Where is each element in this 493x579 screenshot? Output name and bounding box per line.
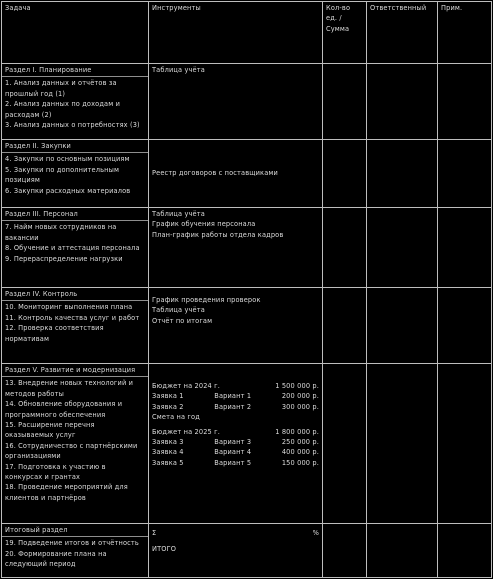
amount-cell [323, 64, 367, 140]
task-item: 19. Подведение итогов и отчётность [5, 539, 139, 548]
notes-cell [438, 208, 492, 288]
tools-cell [149, 364, 323, 524]
task-item: 17. Подготовка к участию в конкурсах и грантах [5, 462, 106, 482]
responsible-cell [367, 208, 438, 288]
percent-symbol: % [312, 529, 319, 537]
request-value: 250 000 р. [281, 438, 319, 447]
sum-symbol: Σ [152, 529, 157, 537]
task-item: 5. Закупки по дополнительным позициям [5, 165, 120, 185]
task-item: 4. Закупки по основным позициям [5, 155, 130, 164]
request-variant: Вариант 2 [214, 402, 252, 411]
request-line [152, 447, 319, 457]
section-title: Итоговый раздел [2, 525, 148, 537]
tool-item: План-график работы отдела кадров [152, 230, 284, 239]
task-cell [2, 364, 149, 524]
task-cell [2, 64, 149, 140]
notes-cell [438, 524, 492, 578]
plan-table [1, 1, 492, 578]
task-cell [2, 140, 149, 208]
header-task: Задача [2, 2, 149, 64]
task-item: 14. Обновление оборудования и программного обеспечения [5, 400, 123, 419]
task-item: 18. Проведение мероприятий для клиентов и партнёров [5, 483, 128, 502]
tools-cell [149, 64, 323, 140]
budget-value: 1 500 000 р. [275, 382, 319, 390]
request-variant: Вариант 4 [214, 448, 252, 457]
task-item: 2. Анализ данных по доходам и расходам (2) [5, 100, 121, 119]
request-label: Заявка 1 [152, 392, 184, 401]
amount-cell [323, 140, 367, 208]
section-title: Раздел II. Закупки [2, 141, 148, 153]
task-item: 6. Закупки расходных материалов [5, 186, 131, 195]
header-responsible: Ответственный [367, 2, 438, 64]
total-line [152, 528, 319, 538]
tool-item: График проведения проверок [152, 296, 261, 304]
budget-label: Бюджет на 2025 г. [152, 427, 221, 436]
request-variant: Вариант 1 [214, 392, 252, 401]
section-title: Раздел IV. Контроль [2, 289, 148, 301]
request-variant: Вариант 5 [214, 458, 252, 467]
notes-cell [438, 364, 492, 524]
tools-cell [149, 208, 323, 288]
budget-label: Бюджет на 2024 г. [152, 382, 221, 390]
task-cell [2, 524, 149, 578]
table-row [2, 524, 492, 578]
budget-line [152, 381, 319, 391]
tools-cell [149, 288, 323, 364]
amount-cell [323, 524, 367, 578]
task-item: 13. Внедрение новых технологий и методов работы [5, 379, 134, 398]
tool-item: Таблица учёта [152, 306, 205, 315]
section-title: Раздел I. Планирование [2, 65, 148, 77]
section-title: Раздел III. Персонал [2, 209, 148, 221]
budget-value: 1 800 000 р. [275, 427, 319, 436]
task-item: 9. Перераспределение нагрузки [5, 254, 123, 263]
estimate-label: Смета на год [152, 413, 200, 422]
section-title: Раздел V. Развитие и модернизация [2, 365, 148, 377]
responsible-cell [367, 140, 438, 208]
task-cell [2, 208, 149, 288]
task-item: 10. Мониторинг выполнения плана [5, 303, 133, 312]
amount-cell [323, 364, 367, 524]
task-item: 3. Анализ данных о потребностях (3) [5, 121, 140, 130]
request-label: Заявка 3 [152, 438, 184, 447]
header-tools: Инструменты [149, 2, 323, 64]
tool-item: Реестр договоров с поставщиками [152, 168, 278, 177]
request-line [152, 437, 319, 447]
request-label: Заявка 4 [152, 448, 184, 457]
request-label: Заявка 2 [152, 402, 184, 411]
tool-item: График обучения персонала [152, 220, 256, 229]
request-value: 400 000 р. [281, 448, 319, 457]
amount-cell [323, 208, 367, 288]
tool-item: Таблица учёта [152, 210, 205, 218]
responsible-cell [367, 524, 438, 578]
task-item: 16. Сотрудничество с партнёрскими организациями [5, 441, 138, 461]
request-value: 150 000 р. [281, 458, 319, 467]
responsible-cell [367, 64, 438, 140]
task-item: 15. Расширение перечня оказываемых услуг [5, 421, 95, 440]
table-row [2, 140, 492, 208]
header-notes: Прим. [438, 2, 492, 64]
task-item: 11. Контроль качества услуг и работ [5, 313, 140, 322]
table-row [2, 208, 492, 288]
table-row [2, 64, 492, 140]
notes-cell [438, 288, 492, 364]
total-label: ИТОГО [152, 545, 177, 554]
task-item: 7. Найм новых сотрудников на вакансии [5, 223, 117, 242]
request-variant: Вариант 3 [214, 438, 252, 447]
request-line [152, 458, 319, 468]
tools-cell [149, 524, 323, 578]
amount-cell [323, 288, 367, 364]
budget-line [152, 427, 319, 437]
tools-cell [149, 140, 323, 208]
responsible-cell [367, 288, 438, 364]
header-row [2, 2, 492, 64]
table-row [2, 288, 492, 364]
tool-item: Таблица учёта [152, 66, 205, 74]
responsible-cell [367, 364, 438, 524]
request-line [152, 391, 319, 401]
notes-cell [438, 64, 492, 140]
notes-cell [438, 140, 492, 208]
task-item: 8. Обучение и аттестация персонала [5, 244, 140, 253]
task-item: 20. Формирование плана на следующий период [5, 549, 107, 569]
request-line [152, 402, 319, 412]
task-item: 12. Проверка соответствия нормативам [5, 324, 104, 343]
task-item: 1. Анализ данных и отчётов за прошлый год (1) [5, 79, 117, 98]
request-label: Заявка 5 [152, 458, 184, 467]
request-value: 200 000 р. [281, 392, 319, 401]
task-cell [2, 288, 149, 364]
request-value: 300 000 р. [281, 402, 319, 411]
table-row [2, 364, 492, 524]
header-amount: Кол-во ед. / Сумма [323, 2, 367, 64]
tool-item: Отчёт по итогам [152, 316, 213, 325]
